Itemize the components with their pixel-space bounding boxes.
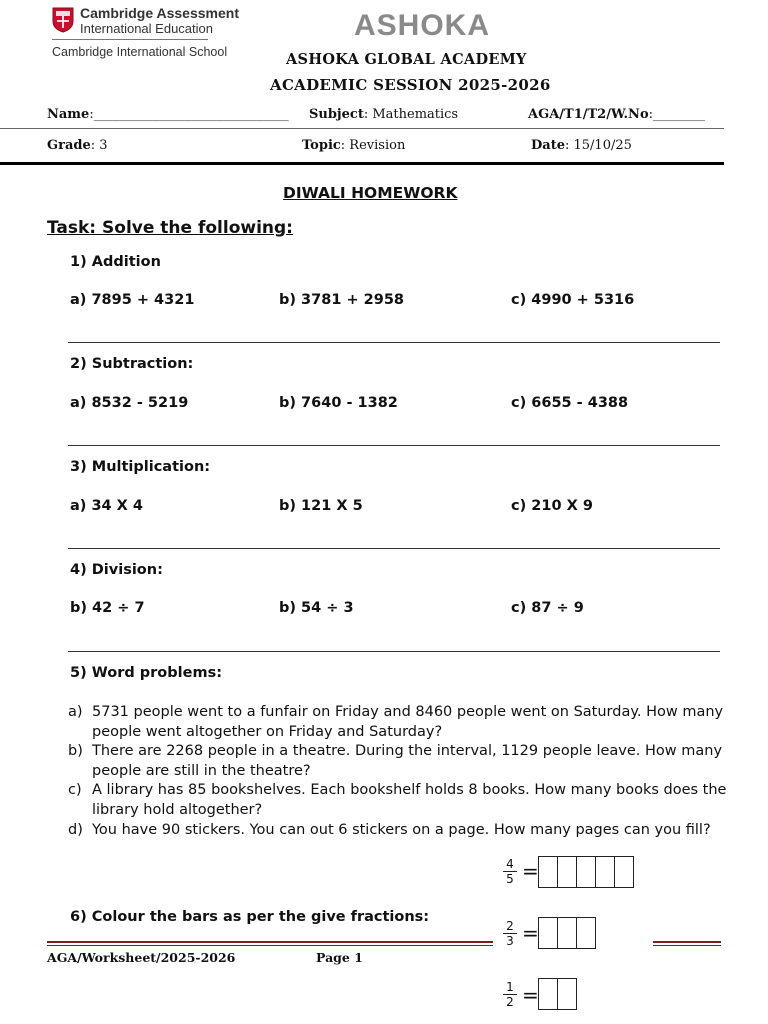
code-label: AGA/T1/T2/W.No	[528, 107, 649, 122]
item-label: b)	[68, 743, 83, 760]
item-text: You have 90 stickers. You can out 6 stickers on a page. How many pages can you fill?	[92, 821, 711, 838]
division-heading: 4) Division:	[70, 562, 163, 578]
item-text: 5731 people went to a funfair on Friday and 8460 people went on Saturday. How many people went altogether on Friday and Saturday?	[92, 704, 724, 740]
subject-value: : Mathematics	[363, 107, 459, 122]
addition-item: c) 4990 + 5316	[511, 292, 635, 308]
item-label: a)	[68, 704, 83, 720]
bar-cell[interactable]	[614, 857, 633, 887]
bar-cell[interactable]	[595, 857, 614, 887]
list-item	[68, 821, 728, 841]
division-item: b) 54 ÷ 3	[279, 600, 354, 616]
cambridge-crest-icon	[52, 7, 74, 33]
answer-line	[68, 445, 720, 446]
fraction-two-thirds	[503, 920, 517, 947]
header-divider	[0, 128, 724, 129]
bar-cell[interactable]	[576, 918, 595, 948]
multiplication-heading: 3) Multiplication:	[70, 459, 211, 475]
fractions-heading: 6) Colour the bars as per the give fractions:	[70, 909, 430, 925]
date-label: Date	[531, 138, 565, 153]
name-blank: :______________________________	[89, 107, 289, 122]
grade-label: Grade	[47, 138, 91, 153]
header-bottom-rule	[0, 162, 724, 165]
subtraction-item: a) 8532 - 5219	[70, 395, 189, 411]
cambridge-divider	[52, 39, 208, 40]
word-problems-heading: 5) Word problems:	[70, 665, 222, 681]
answer-line	[68, 651, 720, 652]
division-item: b) 42 ÷ 7	[70, 600, 145, 616]
topic-value: : Revision	[340, 138, 406, 153]
item-text: There are 2268 people in a theatre. During the interval, 1129 people leave. How many people are still in the theatre?	[92, 743, 723, 779]
addition-heading: 1) Addition	[70, 254, 161, 270]
fraction-numerator: 2	[506, 919, 514, 933]
code-field	[528, 107, 705, 122]
footer-rule	[653, 941, 721, 943]
code-blank: :________	[648, 107, 706, 122]
bar-cell[interactable]	[557, 979, 576, 1009]
name-field	[47, 107, 289, 122]
subject-field	[309, 107, 458, 122]
equals-sign: =	[522, 859, 539, 883]
bar-cell[interactable]	[557, 857, 576, 887]
equals-sign: =	[522, 921, 539, 945]
academic-session: ACADEMIC SESSION 2025-2026	[270, 76, 551, 94]
name-label: Name	[47, 107, 90, 122]
topic-field	[302, 138, 405, 153]
fraction-numerator: 1	[506, 980, 514, 994]
footer-rule	[47, 945, 493, 946]
topic-label: Topic	[302, 138, 341, 153]
cambridge-title: Cambridge Assessment	[80, 5, 239, 21]
equals-sign: =	[522, 983, 539, 1007]
footer-rule	[47, 941, 493, 943]
fraction-numerator: 4	[506, 857, 514, 871]
cambridge-subtitle: International Education	[80, 21, 213, 36]
multiplication-item: a) 34 X 4	[70, 498, 144, 514]
fraction-four-fifths	[503, 858, 517, 885]
list-item	[68, 742, 728, 781]
subtraction-item: b) 7640 - 1382	[279, 395, 398, 411]
list-item	[68, 781, 728, 820]
footer-rule	[653, 945, 721, 946]
fraction-bar-two-parts[interactable]	[538, 978, 577, 1010]
fraction-bar-five-parts[interactable]	[538, 856, 634, 888]
list-item	[68, 703, 728, 742]
addition-item: b) 3781 + 2958	[279, 292, 405, 308]
task-heading: Task: Solve the following:	[47, 218, 293, 238]
fraction-denominator: 5	[506, 872, 514, 886]
multiplication-item: b) 121 X 5	[279, 498, 363, 514]
bar-cell[interactable]	[557, 918, 576, 948]
fraction-denominator: 2	[506, 995, 514, 1009]
fraction-denominator: 3	[506, 934, 514, 948]
word-problems-list	[68, 703, 728, 840]
addition-item: a) 7895 + 4321	[70, 292, 195, 308]
footer-code: AGA/Worksheet/2025-2026	[47, 950, 236, 965]
item-label: c)	[68, 782, 82, 799]
bar-cell[interactable]	[539, 857, 557, 887]
subject-label: Subject	[309, 107, 364, 122]
item-text: A library has 85 bookshelves. Each bookshelf holds 8 books. How many books does the library hold altogether?	[92, 782, 727, 818]
bar-cell[interactable]	[576, 857, 595, 887]
homework-title: DIWALI HOMEWORK	[283, 184, 458, 202]
answer-line	[68, 548, 720, 549]
grade-field	[47, 138, 108, 153]
multiplication-item: c) 210 X 9	[511, 498, 593, 514]
division-item: c) 87 ÷ 9	[511, 600, 584, 616]
fraction-bar-three-parts[interactable]	[538, 917, 596, 949]
item-label: d)	[68, 821, 83, 838]
school-name: ASHOKA GLOBAL ACADEMY	[286, 51, 527, 68]
bar-cell[interactable]	[539, 979, 557, 1009]
bar-cell[interactable]	[539, 918, 557, 948]
subtraction-heading: 2) Subtraction:	[70, 356, 194, 372]
subtraction-item: c) 6655 - 4388	[511, 395, 629, 411]
cambridge-school: Cambridge International School	[52, 45, 228, 59]
date-value: : 15/10/25	[564, 138, 632, 153]
grade-value: : 3	[90, 138, 108, 153]
answer-line	[68, 342, 720, 343]
date-field	[531, 138, 632, 153]
ashoka-logo: ASHOKA	[354, 9, 491, 42]
fraction-one-half	[503, 981, 517, 1008]
page-number: Page 1	[316, 950, 363, 965]
